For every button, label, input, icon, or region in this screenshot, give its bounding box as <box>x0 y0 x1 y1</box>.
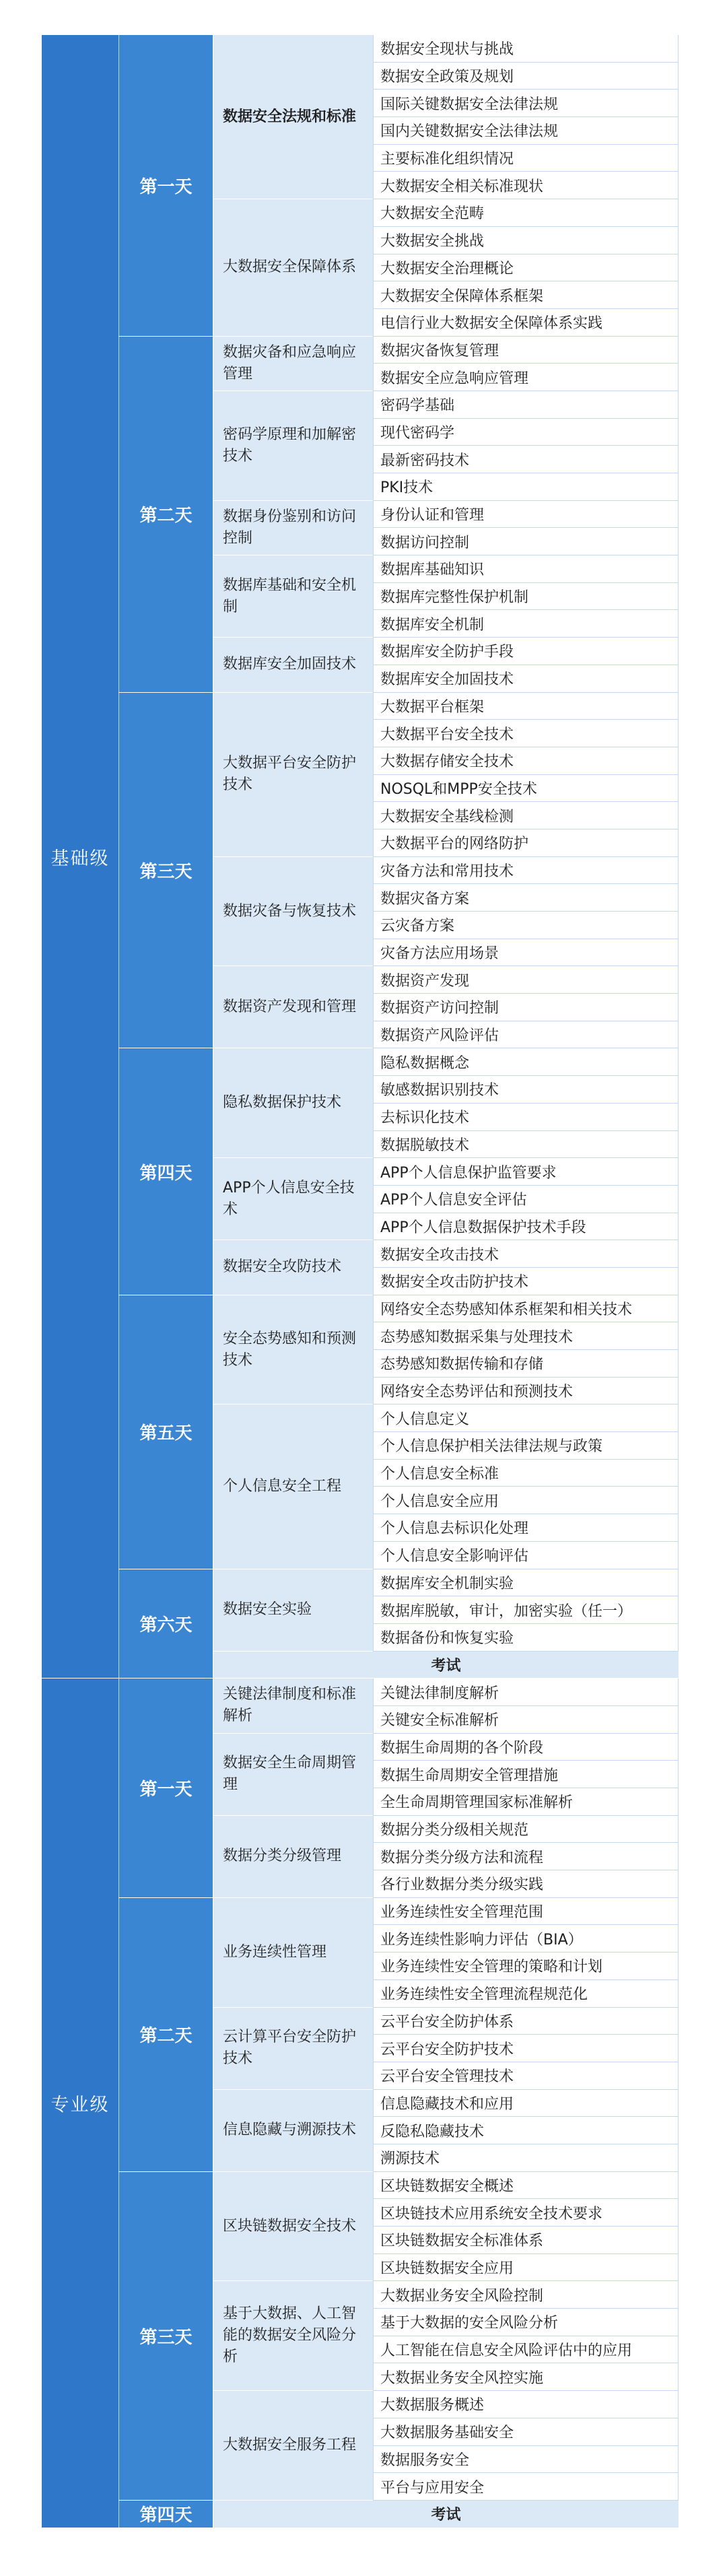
topic-item: 反隐私隐藏技术 <box>373 2117 679 2144</box>
topic-item: 人工智能在信息安全风险评估中的应用 <box>373 2336 679 2364</box>
topic-item: 数据分类分级方法和流程 <box>373 1843 679 1870</box>
module-name: 安全态势感知和预测技术 <box>213 1295 373 1405</box>
topic-item: 数据库安全机制 <box>373 610 679 638</box>
topic-item: 云平台安全防护技术 <box>373 2035 679 2062</box>
topic-item: NOSQL和MPP安全技术 <box>373 775 679 803</box>
curriculum-table <box>42 35 679 2528</box>
topic-item: 云平台安全管理技术 <box>373 2062 679 2090</box>
topic-item: 大数据服务基础安全 <box>373 2418 679 2446</box>
module-name: 数据灾备和应急响应管理 <box>213 337 373 391</box>
day-label: 第五天 <box>118 1295 213 1569</box>
topic-item: 大数据平台安全技术 <box>373 720 679 747</box>
topic-item: 个人信息安全应用 <box>373 1487 679 1514</box>
day-label: 第一天 <box>118 35 213 337</box>
topic-item: 数据分类分级相关规范 <box>373 1816 679 1843</box>
topic-item: 云平台安全防护体系 <box>373 2008 679 2035</box>
topic-item: 关键法律制度解析 <box>373 1679 679 1706</box>
topic-item: 数据脱敏技术 <box>373 1131 679 1159</box>
day-label: 第六天 <box>118 1569 213 1679</box>
module-name: 数据安全攻防技术 <box>213 1240 373 1295</box>
topic-item: 个人信息定义 <box>373 1404 679 1432</box>
topic-item: 数据库安全加固技术 <box>373 665 679 693</box>
topic-item: 大数据业务安全风控实施 <box>373 2363 679 2391</box>
topic-item: 态势感知数据传输和存储 <box>373 1350 679 1378</box>
exam-row: 考试 <box>213 2501 679 2528</box>
module-name: 数据安全实验 <box>213 1569 373 1652</box>
topic-item: 主要标准化组织情况 <box>373 145 679 172</box>
module-name: 数据库基础和安全机制 <box>213 555 373 638</box>
topic-item: 业务连续性安全管理的策略和计划 <box>373 1953 679 1980</box>
exam-row: 考试 <box>213 1652 679 1679</box>
module-name: 大数据安全服务工程 <box>213 2391 373 2501</box>
topic-item: 大数据安全挑战 <box>373 227 679 255</box>
topic-item: 大数据安全保障体系框架 <box>373 281 679 309</box>
topic-item: 数据安全攻击技术 <box>373 1240 679 1268</box>
module-name: 区块链数据安全技术 <box>213 2172 373 2282</box>
topic-item: 大数据安全基线检测 <box>373 802 679 829</box>
topic-item: 身份认证和管理 <box>373 501 679 529</box>
topic-item: 信息隐藏技术和应用 <box>373 2090 679 2117</box>
topic-item: 区块链数据安全概述 <box>373 2172 679 2200</box>
topic-item: APP个人信息保护监管要求 <box>373 1158 679 1186</box>
topic-item: 去标识化技术 <box>373 1104 679 1131</box>
topic-item: 大数据安全相关标准现状 <box>373 172 679 199</box>
topic-item: 数据安全应急响应管理 <box>373 364 679 391</box>
topic-item: 业务连续性安全管理流程规范化 <box>373 1980 679 2008</box>
module-name: 数据灾备与恢复技术 <box>213 857 373 967</box>
topic-item: 最新密码技术 <box>373 446 679 473</box>
day-label: 第三天 <box>118 2172 213 2501</box>
topic-item: 数据库完整性保护机制 <box>373 583 679 611</box>
topic-item: 数据库脱敏，审计，加密实验（任一） <box>373 1596 679 1624</box>
day-label: 第四天 <box>118 1048 213 1295</box>
topic-item: 基于大数据的安全风险分析 <box>373 2309 679 2336</box>
topic-item: 大数据平台框架 <box>373 693 679 720</box>
level-label: 基础级 <box>42 35 118 1679</box>
topic-item: PKI技术 <box>373 473 679 501</box>
topic-item: 网络安全态势评估和预测技术 <box>373 1378 679 1405</box>
topic-item: 云灾备方案 <box>373 912 679 939</box>
topic-item: 数据安全现状与挑战 <box>373 35 679 63</box>
module-name: 密码学原理和加解密技术 <box>213 391 373 501</box>
topic-item: 现代密码学 <box>373 419 679 446</box>
module-name: 大数据平台安全防护技术 <box>213 693 373 857</box>
module-name: 隐私数据保护技术 <box>213 1048 373 1158</box>
topic-item: 数据生命周期安全管理措施 <box>373 1761 679 1788</box>
topic-item: 个人信息安全影响评估 <box>373 1542 679 1569</box>
topic-item: 大数据安全治理概论 <box>373 255 679 282</box>
topic-item: 密码学基础 <box>373 391 679 419</box>
topic-item: 数据资产访问控制 <box>373 994 679 1021</box>
topic-item: 数据灾备方案 <box>373 884 679 912</box>
module-name: 数据库安全加固技术 <box>213 638 373 692</box>
topic-item: 全生命周期管理国家标准解析 <box>373 1788 679 1816</box>
topic-item: 大数据业务安全风险控制 <box>373 2281 679 2309</box>
topic-item: 数据安全政策及规划 <box>373 63 679 90</box>
topic-item: 数据库安全防护手段 <box>373 638 679 665</box>
topic-item: 个人信息保护相关法律法规与政策 <box>373 1432 679 1460</box>
topic-item: 关键安全标准解析 <box>373 1706 679 1734</box>
topic-item: 业务连续性影响力评估（BIA） <box>373 1925 679 1953</box>
topic-item: 数据生命周期的各个阶段 <box>373 1734 679 1761</box>
level-label: 专业级 <box>42 1679 118 2528</box>
topic-item: 个人信息去标识化处理 <box>373 1514 679 1542</box>
topic-item: 个人信息安全标准 <box>373 1460 679 1487</box>
topic-item: APP个人信息安全评估 <box>373 1186 679 1213</box>
topic-item: 数据灾备恢复管理 <box>373 337 679 364</box>
topic-item: 平台与应用安全 <box>373 2473 679 2501</box>
topic-item: 大数据服务概述 <box>373 2391 679 2418</box>
module-name: 数据身份鉴别和访问控制 <box>213 501 373 555</box>
module-name: 信息隐藏与溯源技术 <box>213 2090 373 2172</box>
module-name: APP个人信息安全技术 <box>213 1158 373 1240</box>
module-name: 个人信息安全工程 <box>213 1404 373 1569</box>
topic-item: 国际关键数据安全法律法规 <box>373 90 679 117</box>
day-label: 第二天 <box>118 337 213 693</box>
module-name: 云计算平台安全防护技术 <box>213 2008 373 2090</box>
module-name: 数据资产发现和管理 <box>213 966 373 1048</box>
topic-item: 区块链数据安全标准体系 <box>373 2227 679 2254</box>
module-name: 数据分类分级管理 <box>213 1816 373 1898</box>
topic-item: 数据资产发现 <box>373 966 679 994</box>
day-label: 第四天 <box>118 2501 213 2528</box>
topic-item: 数据备份和恢复实验 <box>373 1624 679 1652</box>
module-name: 关键法律制度和标准解析 <box>213 1679 373 1733</box>
topic-item: APP个人信息数据保护技术手段 <box>373 1213 679 1241</box>
topic-item: 电信行业大数据安全保障体系实践 <box>373 309 679 337</box>
module-name: 业务连续性管理 <box>213 1898 373 2008</box>
topic-item: 数据访问控制 <box>373 528 679 555</box>
topic-item: 区块链数据安全应用 <box>373 2254 679 2282</box>
topic-item: 数据安全攻击防护技术 <box>373 1268 679 1295</box>
module-name: 基于大数据、人工智能的数据安全风险分析 <box>213 2281 373 2391</box>
topic-item: 数据库基础知识 <box>373 555 679 583</box>
day-label: 第三天 <box>118 693 213 1049</box>
topic-item: 隐私数据概念 <box>373 1048 679 1076</box>
module-name: 数据安全法规和标准 <box>213 35 373 199</box>
topic-item: 灾备方法应用场景 <box>373 939 679 967</box>
day-label: 第二天 <box>118 1898 213 2172</box>
topic-item: 网络安全态势感知体系框架和相关技术 <box>373 1295 679 1323</box>
topic-item: 区块链技术应用系统安全技术要求 <box>373 2199 679 2227</box>
day-label: 第一天 <box>118 1679 213 1898</box>
topic-item: 溯源技术 <box>373 2144 679 2172</box>
topic-item: 大数据平台的网络防护 <box>373 829 679 857</box>
topic-item: 数据库安全机制实验 <box>373 1569 679 1597</box>
topic-item: 数据资产风险评估 <box>373 1021 679 1049</box>
topic-item: 数据服务安全 <box>373 2446 679 2474</box>
topic-item: 态势感知数据采集与处理技术 <box>373 1322 679 1350</box>
topic-item: 业务连续性安全管理范围 <box>373 1898 679 1926</box>
topic-item: 大数据安全范畴 <box>373 199 679 227</box>
topic-item: 国内关键数据安全法律法规 <box>373 117 679 145</box>
topic-item: 各行业数据分类分级实践 <box>373 1870 679 1898</box>
topic-item: 敏感数据识别技术 <box>373 1076 679 1104</box>
topic-item: 灾备方法和常用技术 <box>373 857 679 885</box>
module-name: 大数据安全保障体系 <box>213 199 373 336</box>
topic-item: 大数据存储安全技术 <box>373 747 679 775</box>
module-name: 数据安全生命周期管理 <box>213 1734 373 1816</box>
